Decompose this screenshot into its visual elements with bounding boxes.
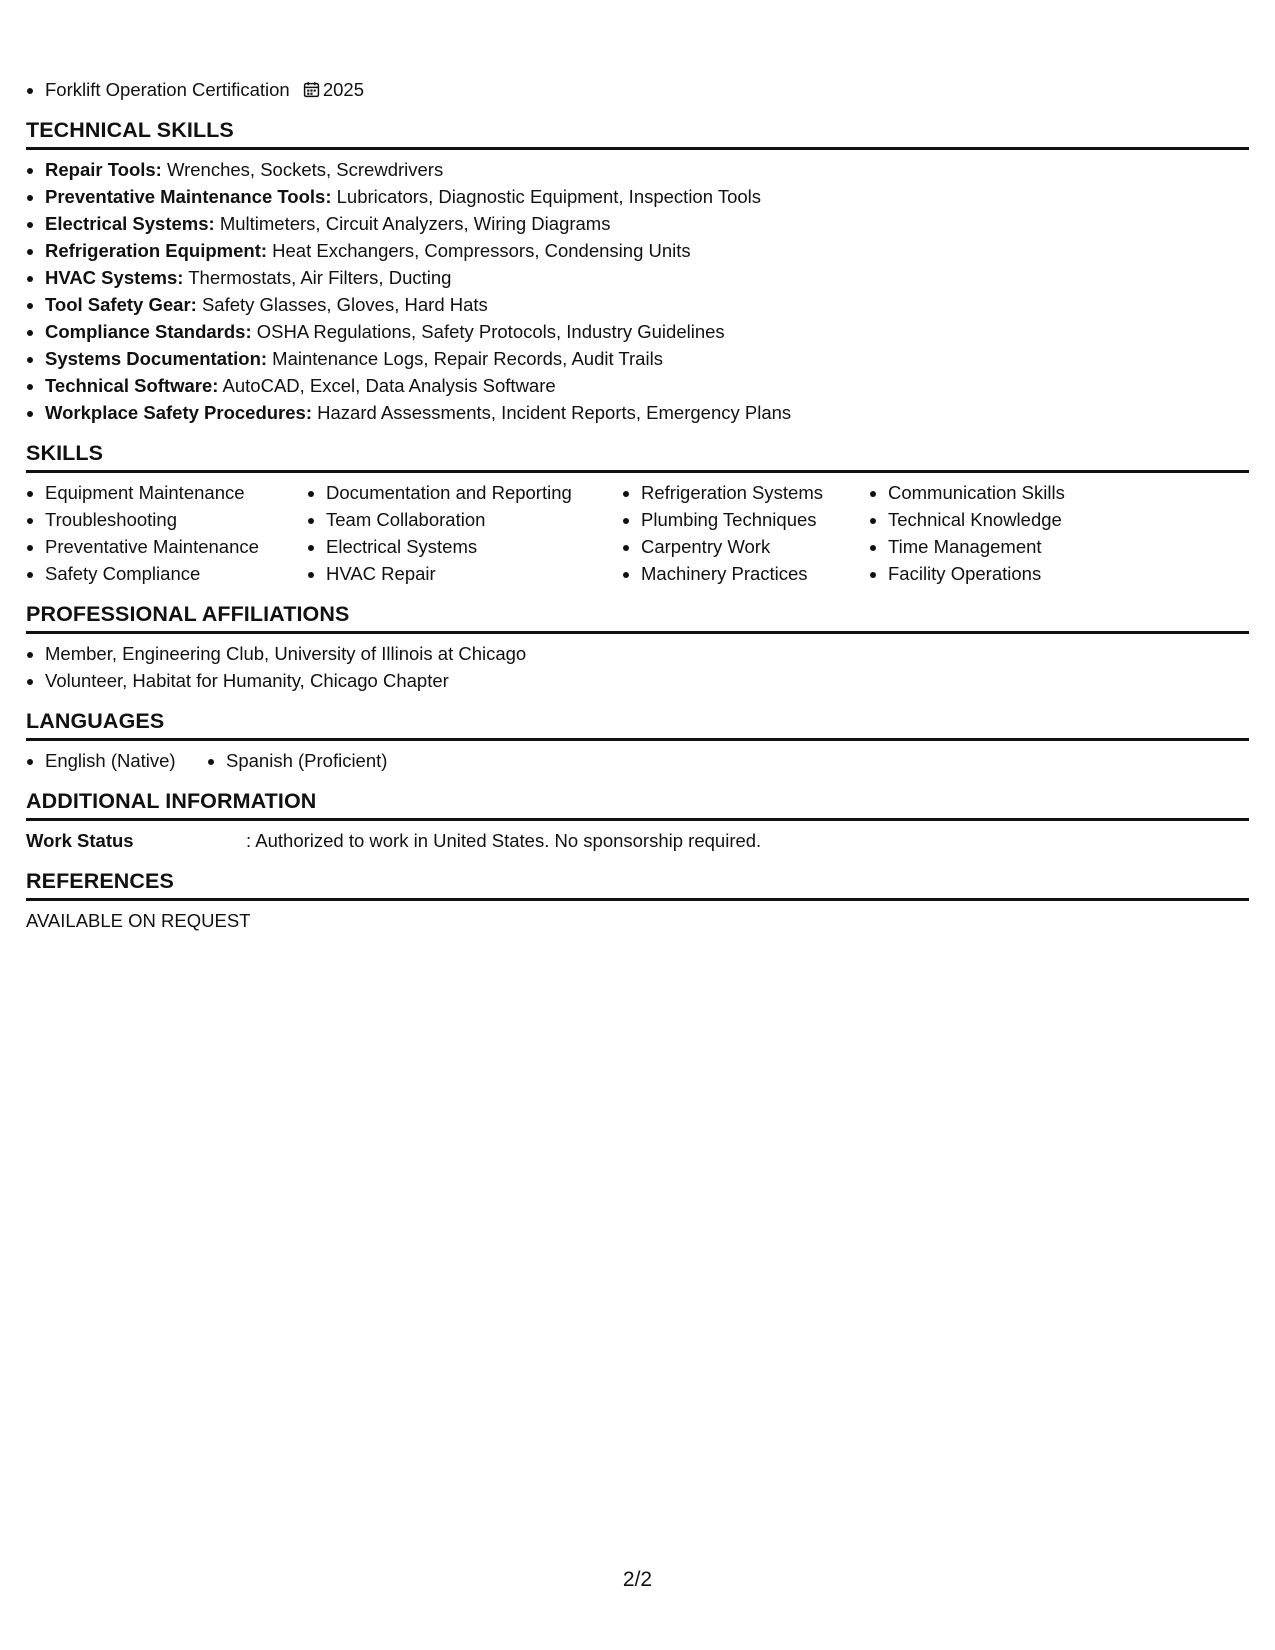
tech-skill-value: Heat Exchangers, Compressors, Condensing Units	[267, 240, 691, 261]
list-item	[45, 318, 1249, 345]
list-item	[45, 156, 1249, 183]
languages-heading: LANGUAGES	[26, 708, 1249, 741]
skills-column-2	[307, 479, 602, 587]
page-number: 2/2	[622, 1568, 653, 1591]
list-item: • Volunteer, Habitat for Humanity, Chicago Chapter	[45, 667, 1249, 694]
list-item: • Electrical Systems	[326, 533, 602, 560]
tech-skill-value: Hazard Assessments, Incident Reports, Emergency Plans	[312, 402, 792, 423]
certification-name: Forklift Operation Certification	[45, 79, 290, 100]
list-item: • Team Collaboration	[326, 506, 602, 533]
additional-info-section	[26, 788, 1249, 854]
list-item: • Safety Compliance	[45, 560, 287, 587]
references-text: AVAILABLE ON REQUEST	[26, 910, 251, 931]
tech-skill-label: Workplace Safety Procedures:	[45, 402, 312, 423]
tech-skill-label: Systems Documentation:	[45, 348, 268, 369]
list-item	[45, 210, 1249, 237]
certification-list	[26, 76, 1249, 103]
list-item: • English (Native)	[45, 747, 203, 774]
tech-skill-label: HVAC Systems:	[45, 267, 184, 288]
list-item	[45, 372, 1249, 399]
tech-skill-label: Preventative Maintenance Tools:	[45, 186, 332, 207]
list-item: • Plumbing Techniques	[641, 506, 849, 533]
list-item: • Equipment Maintenance	[45, 479, 287, 506]
skills-section	[26, 440, 1249, 587]
work-status-row	[26, 827, 1249, 854]
tech-skill-label: Repair Tools:	[45, 159, 162, 180]
tech-skill-value: AutoCAD, Excel, Data Analysis Software	[218, 375, 556, 396]
affiliations-heading: PROFESSIONAL AFFILIATIONS	[26, 601, 1249, 634]
tech-skill-value: OSHA Regulations, Safety Protocols, Industry Guidelines	[251, 321, 725, 342]
list-item: • Troubleshooting	[45, 506, 287, 533]
list-item	[45, 237, 1249, 264]
affiliations-list	[26, 640, 1249, 694]
list-item	[45, 291, 1249, 318]
certification-date	[303, 79, 364, 100]
list-item	[45, 399, 1249, 426]
list-item: • Preventative Maintenance	[45, 533, 287, 560]
tech-skill-value: Lubricators, Diagnostic Equipment, Inspection Tools	[331, 186, 762, 207]
languages-column-2	[207, 747, 387, 774]
list-item	[45, 345, 1249, 372]
skills-grid	[26, 479, 1249, 587]
tech-skill-label: Tool Safety Gear:	[45, 294, 197, 315]
tech-skill-value: Thermostats, Air Filters, Ducting	[183, 267, 452, 288]
tech-skill-value: Safety Glasses, Gloves, Hard Hats	[196, 294, 488, 315]
languages-row	[26, 747, 1249, 774]
list-item: • Communication Skills	[888, 479, 1118, 506]
list-item: • HVAC Repair	[326, 560, 602, 587]
tech-skill-label: Refrigeration Equipment:	[45, 240, 268, 261]
references-heading: REFERENCES	[26, 868, 1249, 901]
tech-skill-value: Maintenance Logs, Repair Records, Audit Trails	[267, 348, 663, 369]
tech-skill-value: Multimeters, Circuit Analyzers, Wiring Diagrams	[214, 213, 611, 234]
list-item: • Member, Engineering Club, University of Illinois at Chicago	[45, 640, 1249, 667]
resume-page	[26, 76, 1249, 934]
list-item: • Spanish (Proficient)	[226, 747, 387, 774]
tech-skill-label: Technical Software:	[45, 375, 219, 396]
affiliations-section	[26, 601, 1249, 694]
tech-skill-value: Wrenches, Sockets, Screwdrivers	[161, 159, 444, 180]
work-status-label: Work Status	[26, 830, 134, 851]
technical-skills-heading: TECHNICAL SKILLS	[26, 117, 1249, 150]
list-item: • Technical Knowledge	[888, 506, 1118, 533]
tech-skill-label: Compliance Standards:	[45, 321, 252, 342]
skills-column-1	[26, 479, 287, 587]
list-item: • Time Management	[888, 533, 1118, 560]
languages-section	[26, 708, 1249, 774]
additional-info-heading: ADDITIONAL INFORMATION	[26, 788, 1249, 821]
list-item	[45, 183, 1249, 210]
skills-column-4	[869, 479, 1118, 587]
calendar-icon	[303, 81, 320, 98]
work-status-value: : Authorized to work in United States. No sponsorship required.	[246, 830, 762, 851]
technical-skills-section	[26, 117, 1249, 426]
tech-skill-label: Electrical Systems:	[45, 213, 215, 234]
list-item: • Refrigeration Systems	[641, 479, 849, 506]
list-item: • Facility Operations	[888, 560, 1118, 587]
certification-item	[45, 76, 1249, 103]
list-item: • Documentation and Reporting	[326, 479, 602, 506]
languages-column-1	[26, 747, 203, 774]
certification-year: 2025	[322, 79, 364, 100]
list-item: • Carpentry Work	[641, 533, 849, 560]
list-item: • Machinery Practices	[641, 560, 849, 587]
references-section	[26, 868, 1249, 934]
skills-column-3	[622, 479, 849, 587]
skills-heading: SKILLS	[26, 440, 1249, 473]
technical-skills-list	[26, 156, 1249, 426]
list-item	[45, 264, 1249, 291]
